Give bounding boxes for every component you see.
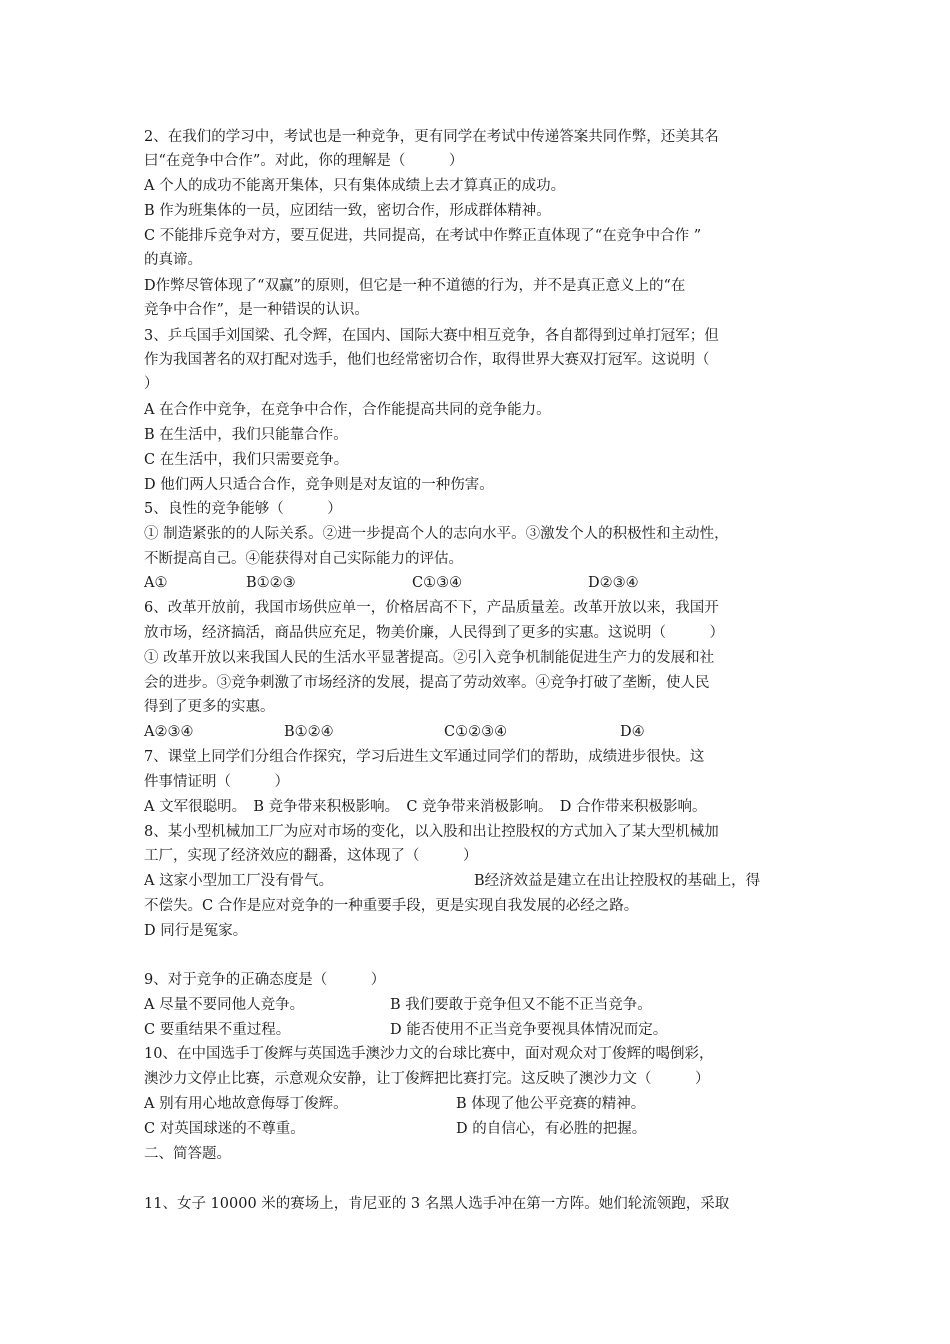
q7-stem-line-1: 7、课堂上同学们分组合作探究，学习后进生文军通过同学们的帮助，成绩进步很快。这 — [144, 749, 705, 765]
q10-stem-line-1: 10、在中国选手丁俊辉与英国选手澳沙力文的台球比赛中，面对观众对丁俊辉的喝倒彩， — [144, 1046, 714, 1062]
q10-option-c: C 对英国球迷的不尊重。 — [144, 1121, 305, 1137]
q8-option-b-c-continued: 不偿失。C 合作是应对竞争的一种重要手段，更是实现自我发展的必经之路。 — [144, 898, 639, 914]
q9-stem: 9、对于竞争的正确态度是（ ） — [144, 972, 386, 988]
q3-stem-line-1: 3、乒乓国手刘国梁、孔令辉，在国内、国际大赛中相互竞争，各自都得到过单打冠军；但 — [144, 328, 719, 344]
q9-option-b: B 我们要敢于竞争但又不能不正当竞争。 — [390, 997, 652, 1013]
q6-stem-line-1: 6、改革开放前，我国市场供应单一，价格居高不下，产品质量差。改革开放以来，我国开 — [144, 600, 719, 616]
q2-option-c-line-2: 的真谛。 — [144, 252, 202, 268]
q10-stem-line-2: 澳沙力文停止比赛，示意观众安静，让丁俊辉把比赛打完。这反映了澳沙力文（ ） — [144, 1071, 710, 1087]
q7-stem-line-2: 件事情证明（ ） — [144, 774, 289, 790]
q5-option-c: C①③④ — [412, 575, 463, 591]
q3-stem-line-2: 作为我国著名的双打配对选手，他们也经常密切合作，取得世界大赛双打冠军。这说明（ — [144, 352, 710, 368]
q2-option-d-line-2: 竞争中合作”，是一种错误的认识。 — [144, 302, 369, 318]
q6-option-a: A②③④ — [144, 724, 194, 740]
q6-option-c: C①②③④ — [444, 724, 508, 740]
q2-stem-line-2: 曰“在竞争中合作”。对此，你的理解是（ ） — [144, 153, 464, 169]
q3-option-a: A 在合作中竞争，在竞争中合作，合作能提高共同的竞争能力。 — [144, 402, 551, 418]
q5-option-b: B①②③ — [246, 575, 296, 591]
q2-option-a: A 个人的成功不能离开集体，只有集体成绩上去才算真正的成功。 — [144, 178, 566, 194]
q2-stem-line-1: 2、在我们的学习中，考试也是一种竞争，更有同学在考试中传递答案共同作弊，还美其名 — [144, 129, 719, 145]
q3-option-b: B 在生活中，我们只能靠合作。 — [144, 427, 348, 443]
q2-option-c-line-1: C 不能排斥竞争对方，要互促进，共同提高，在考试中作弊正直体现了“在竞争中合作 ” — [144, 228, 702, 244]
q6-statements-line-2: 会的进步。③竞争刺激了市场经济的发展，提高了劳动效率。④竞争打破了垄断，使人民 — [144, 675, 710, 691]
q8-option-a: A 这家小型加工厂没有骨气。 — [144, 873, 334, 889]
q5-option-a: A① — [144, 575, 168, 591]
q6-statements-line-3: 得到了更多的实惠。 — [144, 699, 275, 715]
q10-option-d: D 的自信心，有必胜的把握。 — [456, 1121, 647, 1137]
q5-statements-line-1: ① 制造紧张的的人际关系。②进一步提高个人的志向水平。③激发个人的积极性和主动性， — [144, 526, 729, 542]
q3-option-d: D 他们两人只适合合作，竞争则是对友谊的一种伤害。 — [144, 477, 494, 493]
q6-stem-line-2: 放市场，经济搞活，商品供应充足，物美价廉，人民得到了更多的实惠。这说明（ ） — [144, 625, 724, 641]
q2-option-b: B 作为班集体的一员，应团结一致，密切合作，形成群体精神。 — [144, 203, 551, 219]
section-heading-short-answer: 二、简答题。 — [144, 1146, 231, 1162]
q10-option-a: A 别有用心地故意侮辱丁俊辉。 — [144, 1096, 348, 1112]
q8-option-b: B经济效益是建立在出让控股权的基础上，得 — [474, 873, 761, 889]
q10-option-b: B 体现了他公平竞赛的精神。 — [456, 1096, 646, 1112]
q5-option-d: D②③④ — [588, 575, 639, 591]
q6-statements-line-1: ① 改革开放以来我国人民的生活水平显著提高。②引入竞争机制能促进生产力的发展和社 — [144, 650, 715, 666]
q8-option-d: D 同行是冤家。 — [144, 923, 248, 939]
q5-statements-line-2: 不断提高自己。④能获得对自己实际能力的评估。 — [144, 551, 463, 567]
q6-option-d: D④ — [620, 724, 645, 740]
q5-stem: 5、良性的竞争能够（ ） — [144, 501, 342, 517]
q3-option-c: C 在生活中，我们只需要竞争。 — [144, 452, 349, 468]
q6-option-b: B①②④ — [284, 724, 334, 740]
q9-option-c: C 要重结果不重过程。 — [144, 1022, 291, 1038]
q9-option-a: A 尽量不要同他人竞争。 — [144, 997, 305, 1013]
q2-option-d-line-1: D作弊尽管体现了“双赢”的原则，但它是一种不道德的行为，并不是真正意义上的“在 — [144, 278, 686, 294]
q3-stem-line-3: ） — [144, 376, 159, 392]
q11-stem-line-1: 11、女子 10000 米的赛场上，肯尼亚的 3 名黑人选手冲在第一方阵。她们轮流领跑，采取 — [144, 1196, 730, 1212]
q9-option-d: D 能否使用不正当竞争要视具体情况而定。 — [390, 1022, 668, 1038]
q8-stem-line-2: 工厂，实现了经济效应的翻番，这体现了（ ） — [144, 848, 478, 864]
q8-stem-line-1: 8、某小型机械加工厂为应对市场的变化，以入股和出让控股权的方式加入了某大型机械加 — [144, 824, 719, 840]
q7-options: A 文军很聪明。 B 竞争带来积极影响。 C 竞争带来消极影响。 D 合作带来积极影响。 — [144, 799, 707, 815]
